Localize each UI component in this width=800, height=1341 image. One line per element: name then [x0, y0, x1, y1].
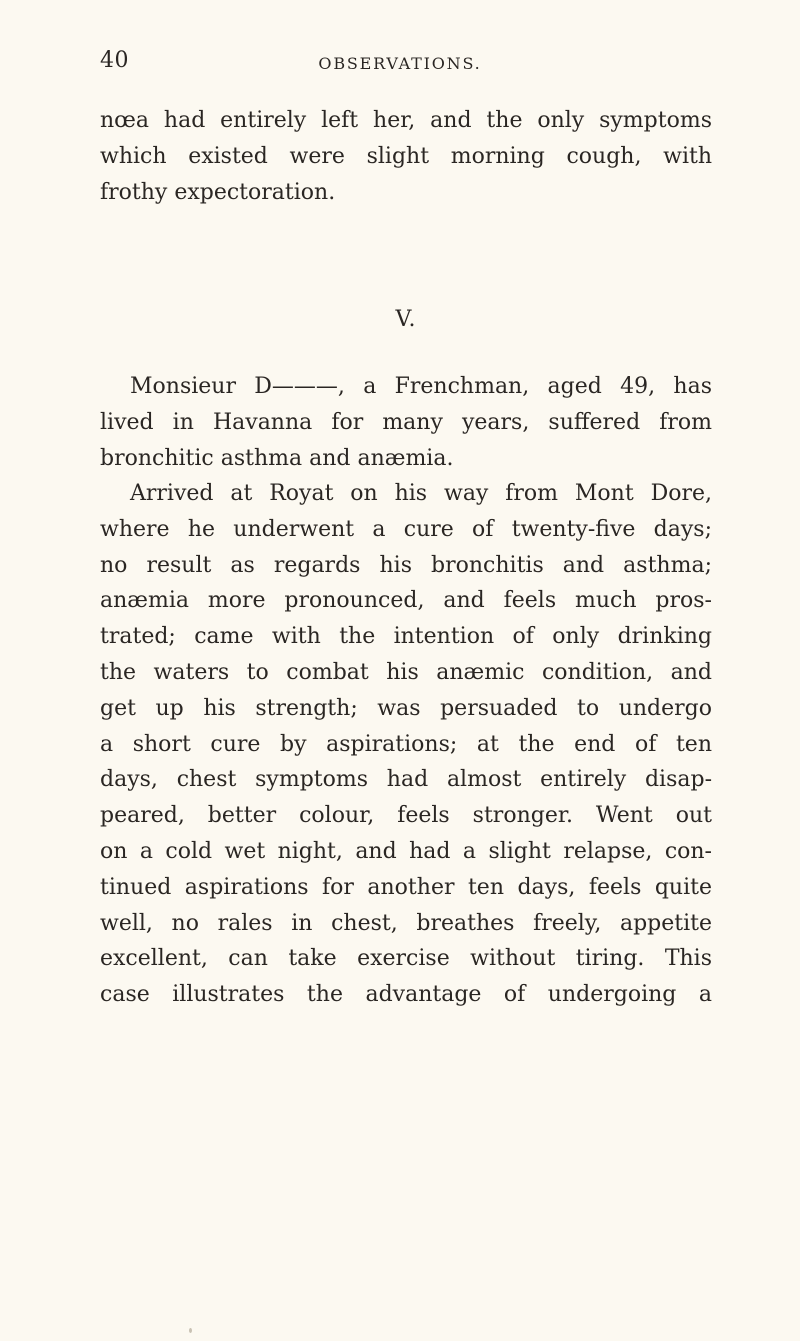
text-line: trated; came with the intention of only drinking	[100, 624, 712, 650]
text-line: the waters to combat his anæmic condition, and	[100, 659, 712, 685]
page-header	[100, 48, 700, 80]
text-line: Monsieur D———, a Frenchman, aged 49, has	[130, 374, 712, 399]
text-line: lived in Havanna for many years, suffered from	[100, 409, 712, 435]
text-line: excellent, can take exercise without tiring. This	[100, 946, 712, 972]
text-line: well, no rales in chest, breathes freely, appetite	[100, 910, 712, 936]
text-line: tinued aspirations for another ten days, feels quite	[100, 874, 712, 900]
running-head: OBSERVATIONS.	[318, 54, 482, 73]
case-introduction-paragraph	[100, 369, 712, 476]
text-line: frothy expectoration.	[100, 179, 336, 205]
text-line: on a cold wet night, and had a slight relapse, con-	[100, 838, 712, 864]
text-line: where he underwent a cure of twenty-five days;	[100, 516, 712, 542]
text-line: days, chest symptoms had almost entirely disap-	[100, 767, 712, 793]
text-line: bronchitic asthma and anæmia.	[100, 445, 454, 471]
text-line: a short cure by aspirations; at the end of ten	[100, 731, 712, 757]
text-line: peared, better colour, feels stronger. Went out	[100, 803, 712, 829]
text-line: get up his strength; was persuaded to undergo	[100, 695, 712, 721]
page-number: 40	[100, 48, 129, 73]
text-line: Arrived at Royat on his way from Mont Dore,	[130, 481, 712, 506]
text-line: no result as regards his bronchitis and asthma;	[100, 552, 712, 578]
case-treatment-paragraph	[100, 476, 712, 1013]
continued-paragraph	[100, 103, 712, 210]
section-heading: V.	[395, 307, 417, 332]
text-line: which existed were slight morning cough, with	[100, 143, 712, 169]
text-line: case illustrates the advantage of undergoing a	[100, 982, 712, 1008]
text-line: nœa had entirely left her, and the only symptoms	[100, 108, 712, 133]
paper-speck	[189, 1328, 192, 1333]
text-line: anæmia more pronounced, and feels much pros-	[100, 588, 712, 614]
